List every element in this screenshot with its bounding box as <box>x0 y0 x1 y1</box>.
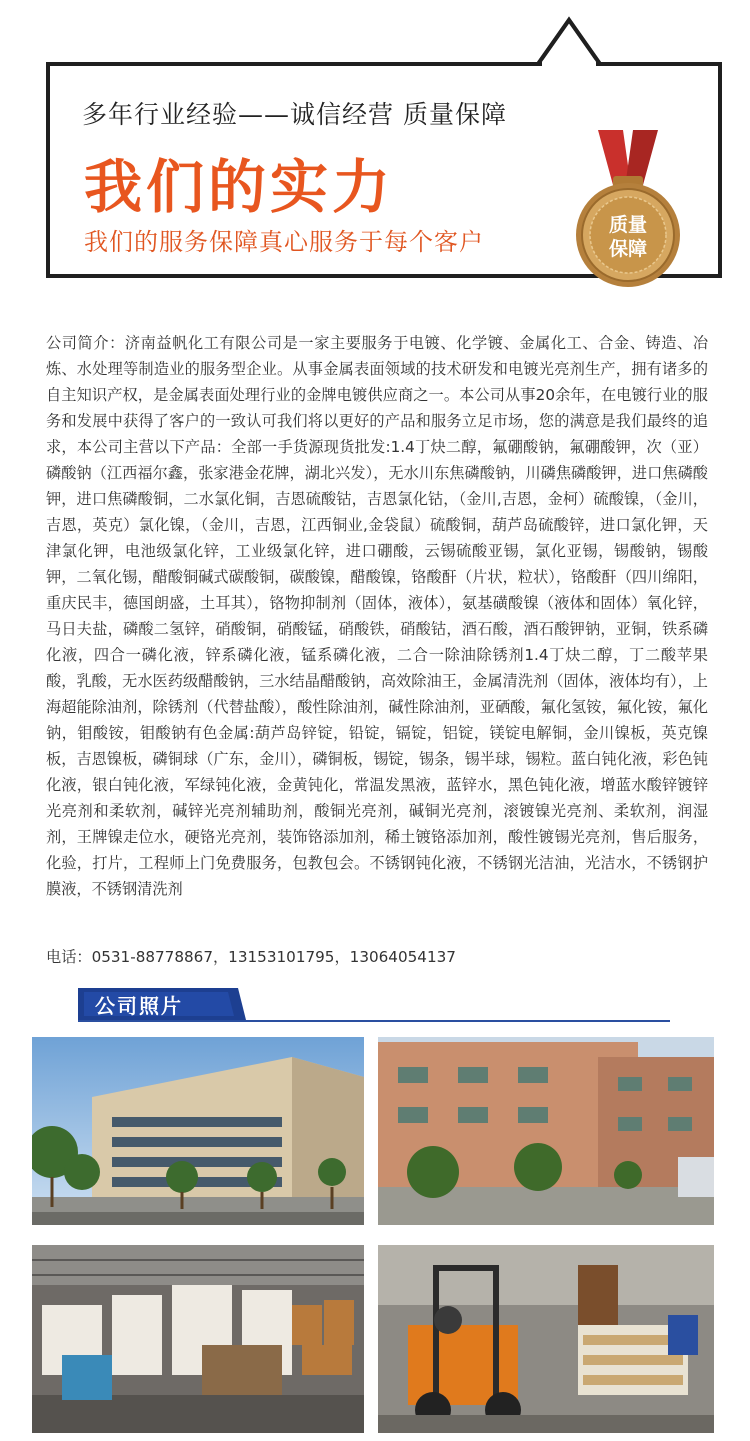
header-slogan: 多年行业经验——诚信经营 质量保障 <box>82 100 507 129</box>
svg-text:保障: 保障 <box>608 238 648 260</box>
photo-forklift <box>378 1245 714 1433</box>
photo-warehouse-stock <box>32 1245 364 1433</box>
photo-section-title: 公司照片 <box>95 994 183 1018</box>
svg-text:质量: 质量 <box>608 214 648 236</box>
header-subtitle: 我们的服务保障真心服务于每个客户 <box>84 228 484 256</box>
contact-phone: 电话：0531-88778867，13153101795，13064054137 <box>46 948 456 966</box>
photo-factory-building <box>378 1037 714 1225</box>
quality-medal-icon <box>568 130 688 290</box>
page-title: 我们的实力 <box>84 153 395 221</box>
speech-bubble-tail <box>534 16 604 68</box>
company-intro-text: 公司简介：济南益帆化工有限公司是一家主要服务于电镀、化学镀、金属化工、合金、铸造、冶炼、水处理等制造业的服务型企业。从事金属表面领域的技术研发和电镀光亮剂生产，拥有诸多的自主知识产权，是金属表面处理行业的金牌电镀供应商之一。本公司从事20余年，在电镀行业的服务和发展中获得了客户的一致认可我们将以更好的产品和服务立足市场，您的满意是我们最终的追求，本公司主营以下产品：全部一手货源现货批发:1.4丁炔二醇，氟硼酸钠，氟硼酸钾，次（亚）磷酸钠（江西福尔鑫，张家港金花牌，湖北兴发），无水川东焦磷酸钠，川磷焦磷酸钾，进口焦磷酸钾，进口焦磷酸铜，二水氯化铜，吉恩硫酸钴，吉恩氯化钴，（金川,吉恩，金柯）硫酸镍，（金川，吉恩，英克）氯化镍，（金川，吉恩，江西铜业,金袋鼠）硫酸铜，葫芦岛硫酸锌，进口氯化钾，天津氯化钾，电池级氯化锌，工业级氯化锌，进口硼酸，云锡硫酸亚锡，氯化亚锡，锡酸钠，锡酸钾，二氧化锡，醋酸铜碱式碳酸铜，碳酸镍，醋酸镍，铬酸酐（片状，粒状），铬酸酐（四川绵阳，重庆民丰，德国朗盛，土耳其），铬物抑制剂（固体，液体），氨基磺酸镍（液体和固体）氧化锌，马日夫盐，磷酸二氢锌，硝酸铜，硝酸锰，硝酸铁，硝酸钴，酒石酸，酒石酸钾钠，亚铜，铁系磷化液，四合一磷化液，锌系磷化液，锰系磷化液，二合一除油除锈剂1.4丁炔二醇，丁二酸苹果酸，乳酸，无水医药级醋酸钠，三水结晶醋酸钠，高效除油王，金属清洗剂（固体，液体均有），上海超能除油剂，除锈剂（代替盐酸），酸性除油剂，碱性除油剂，亚硒酸，氟化氢铵，氟化铵，氟化钠，钼酸铵，钼酸钠有色金属:葫芦岛锌锭，铅锭，镉锭，铝锭，镁锭电解铜，金川镍板，英克镍板，吉恩镍板，磷铜球（广东，金川），磷铜板，锡锭，锡条，锡半球，锡粒。蓝白钝化液，彩色钝化液，银白钝化液，军绿钝化液，金黄钝化，常温发黑液，蓝锌水，黑色钝化液，增蓝水酸锌镀锌光亮剂和柔软剂，碱锌光亮剂辅助剂，酸铜光亮剂，碱铜光亮剂，滚镀镍光亮剂、柔软剂，润湿剂，王牌镍走位水，硬铬光亮剂，装饰铬添加剂，稀土镀铬添加剂，酸性镀锡光亮剂，售后服务，化验，打片，工程师上门免费服务，包教包会。不锈钢钝化液，不锈钢光洁油，光洁水，不锈钢护膜液，不锈钢清洗剂 <box>46 334 708 898</box>
company-intro <box>46 330 708 902</box>
section-divider <box>78 1020 670 1022</box>
photo-office-building <box>32 1037 364 1225</box>
